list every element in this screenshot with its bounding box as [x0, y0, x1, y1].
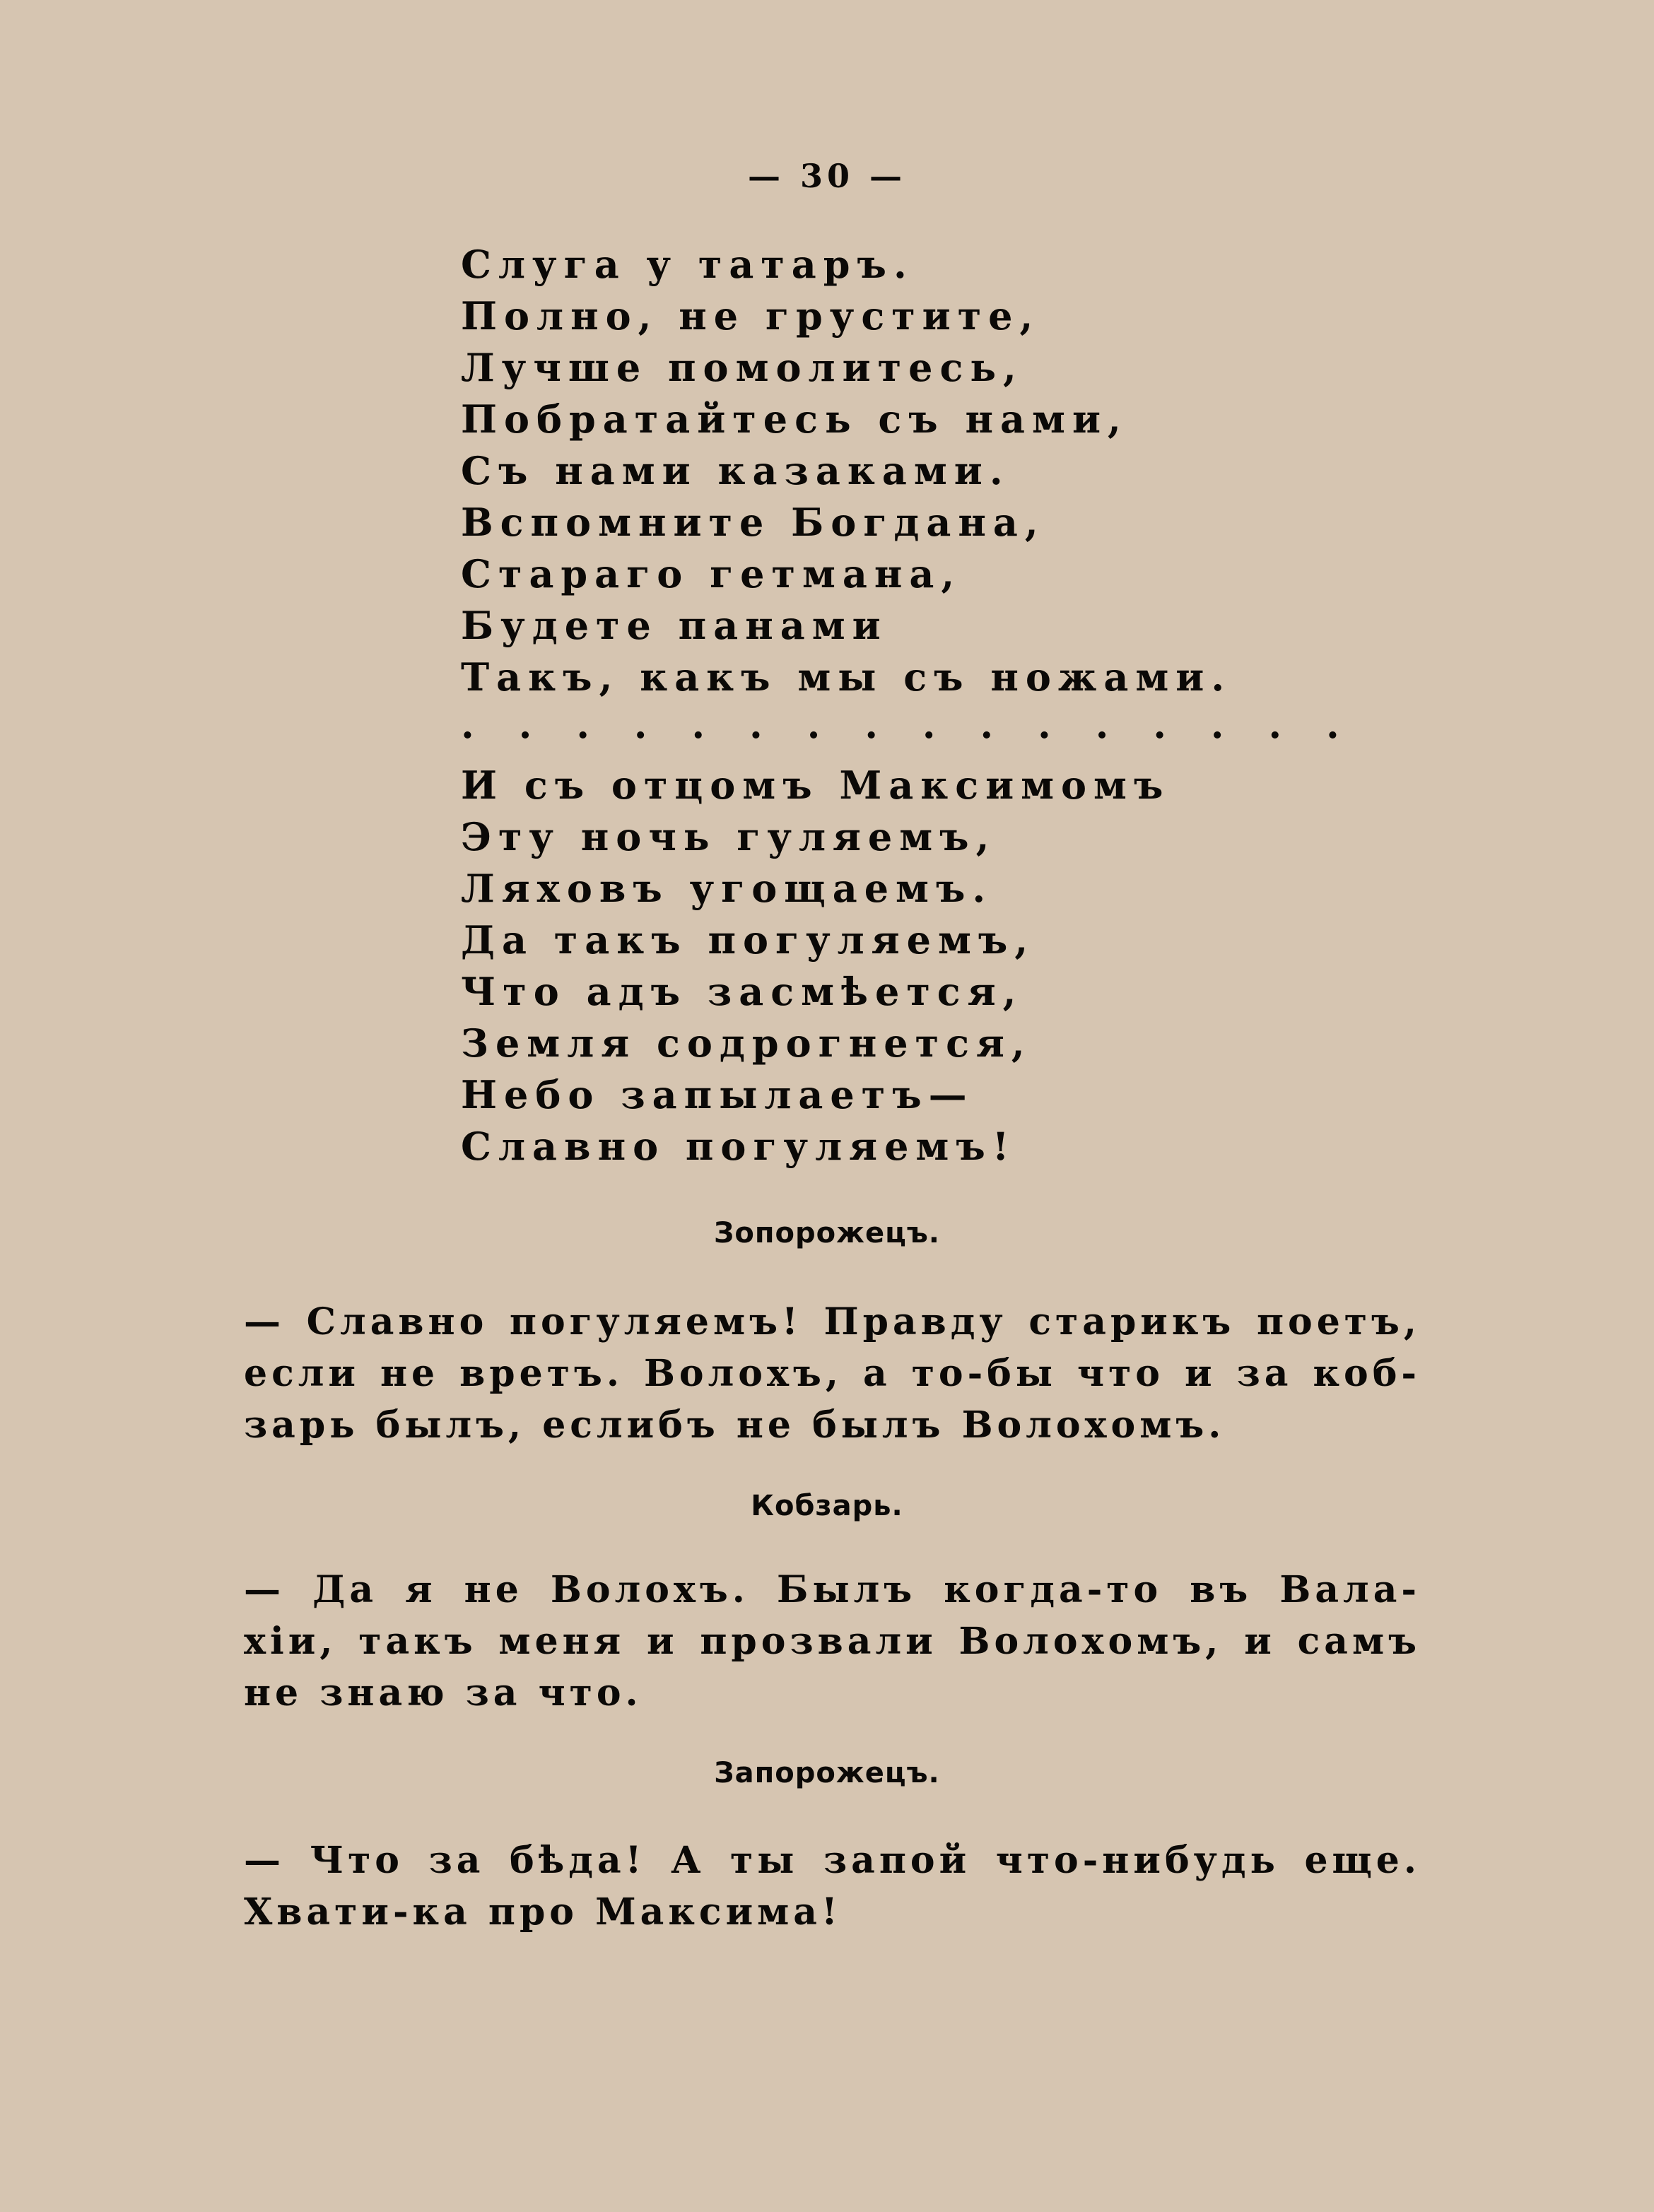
prose-line-text: хіи, такъ меня и прозвали Волохомъ, и самъ: [244, 1620, 1421, 1663]
prose-line: [244, 1835, 1421, 1886]
prose-line: зарь былъ, еслибъ не былъ Волохомъ.: [244, 1404, 1226, 1447]
verse-line: Что адъ засмѣется,: [461, 969, 1024, 1014]
verse-line: Славно погуляемъ!: [461, 1124, 1016, 1169]
speech-paragraph-2: [244, 1564, 1421, 1719]
prose-line: [244, 1616, 1421, 1667]
prose-line-text: если не вретъ. Волохъ, а то-бы что и за коб-: [244, 1352, 1421, 1395]
prose-line: [244, 1296, 1421, 1348]
verse-line: Съ нами казаками.: [461, 448, 1010, 493]
speaker-heading-zaporozhets: Зопорожецъ.: [714, 1217, 940, 1249]
verse-line: Лучше помолитесь,: [461, 345, 1024, 390]
verse-line: Ляховъ угощаемъ.: [461, 866, 993, 911]
speech-paragraph-3: [244, 1835, 1421, 1938]
prose-line-text: — Да я не Волохъ. Былъ когда-то въ Вала-: [244, 1568, 1421, 1611]
verse-line: Да такъ погуляемъ,: [461, 917, 1036, 963]
verse-line: Вспомните Богдана,: [461, 500, 1045, 545]
verse-line: Такъ, какъ мы съ ножами.: [461, 654, 1232, 700]
prose-line-text: — Славно погуляемъ! Правду старикъ поетъ,: [244, 1300, 1421, 1343]
verse-ellipsis: . . . . . . . . . . . . . . . .: [461, 702, 1355, 747]
verse-line: Побратайтесь съ нами,: [461, 396, 1128, 442]
verse-line: Полно, не грустите,: [461, 293, 1040, 339]
verse-line: Эту ночь гуляемъ,: [461, 814, 997, 859]
prose-line-text: — Что за бѣда! А ты запой что-нибудь еще.: [244, 1839, 1421, 1882]
prose-line: [244, 1564, 1421, 1616]
verse-block-1: [461, 239, 1355, 747]
verse-line: Земля содрогнется,: [461, 1020, 1032, 1066]
verse-line: Слуга у татаръ.: [461, 242, 914, 287]
prose-line: [244, 1348, 1421, 1399]
verse-line: Стараго гетмана,: [461, 551, 962, 596]
speaker-heading-zaporozhets-2: Запорожецъ.: [714, 1757, 940, 1789]
page-number: — 30 —: [747, 157, 907, 195]
verse-line: И съ отцомъ Максимомъ: [461, 763, 1171, 808]
prose-line: Хвати-ка про Максима!: [244, 1890, 842, 1934]
verse-line: Будете панами: [461, 603, 888, 648]
speaker-heading-kobzar: Кобзарь.: [751, 1490, 903, 1522]
prose-line: не знаю за что.: [244, 1671, 643, 1714]
verse-line: Небо запылаетъ—: [461, 1072, 974, 1117]
speech-paragraph-1: [244, 1296, 1421, 1451]
verse-block-2: [461, 760, 1170, 1172]
